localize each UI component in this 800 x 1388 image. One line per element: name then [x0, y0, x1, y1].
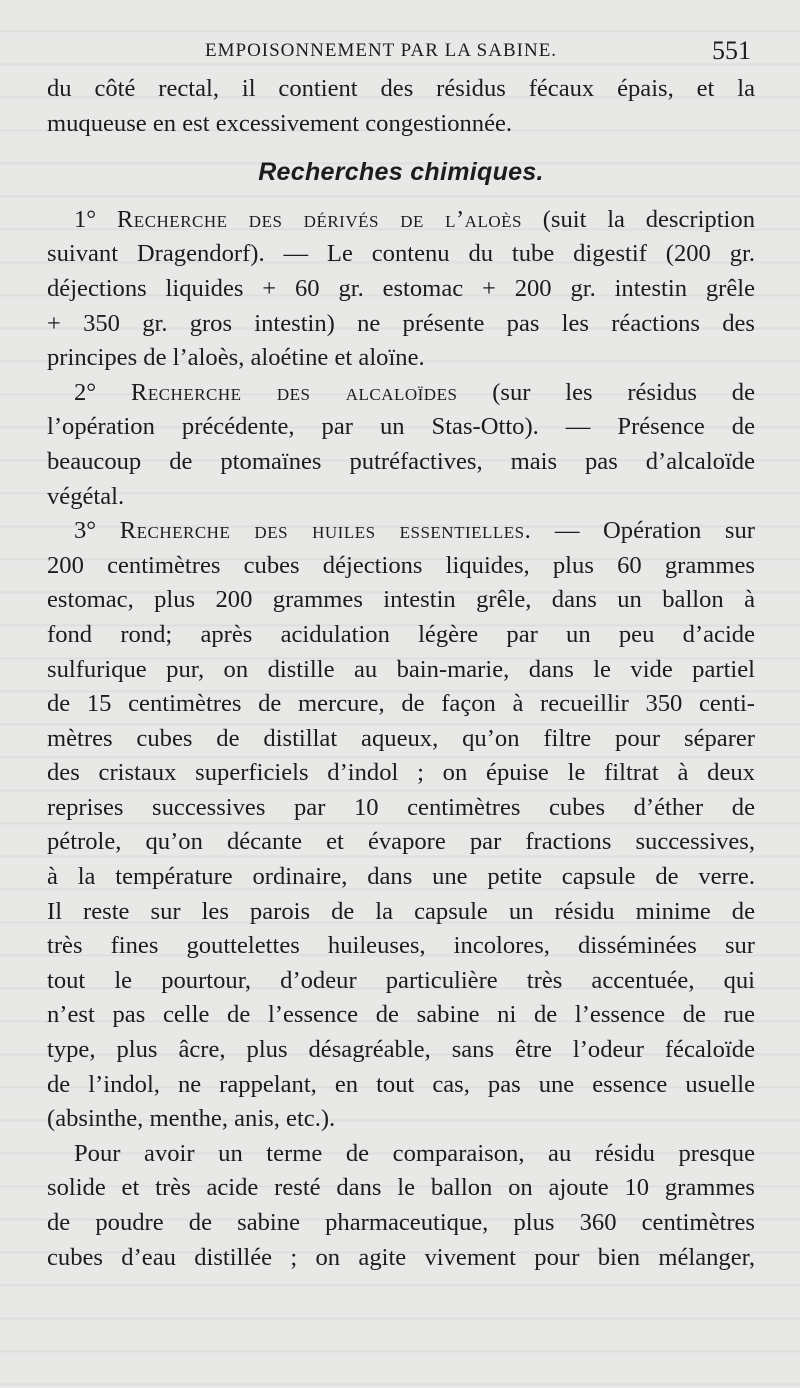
text-line: tout le pourtour, d’odeur particulière très accentuée, qui — [47, 966, 755, 994]
text-line: (absinthe, menthe, anis, etc.). — [47, 1105, 336, 1133]
section-3-first-line — [47, 514, 755, 549]
text-line: n’est pas celle de l’essence de sabine ni de l’essence de rue — [47, 1001, 755, 1029]
text-line: très fines gouttelettes huileuses, incolores, disséminées sur — [47, 932, 755, 960]
section-title: Recherche des dérivés de l’aloès — [116, 205, 522, 233]
text-line: l’opération précédente, par un Stas-Otto). — Présence de — [47, 413, 755, 441]
text-line: + 350 gr. gros intestin) ne présente pas les réactions des — [47, 309, 755, 337]
section-heading: Recherches chimiques. — [258, 158, 544, 187]
section-number: 1° — [74, 205, 97, 233]
text-line: reprises successives par 10 centimètres cubes d’éther de — [47, 793, 755, 821]
text-run: — Opération sur — [531, 517, 755, 545]
text-line: principes de l’aloès, aloétine et aloïne. — [47, 344, 425, 372]
text-line: de 15 centimètres de mercure, de façon à recueillir 350 centi- — [47, 690, 755, 718]
text-line: déjections liquides + 60 gr. estomac + 200 gr. intestin grêle — [47, 274, 755, 302]
text-run: (sur les résidus de — [457, 378, 755, 406]
text-line: type, plus âcre, plus désagréable, sans être l’odeur fécaloïde — [47, 1036, 755, 1064]
section-1-first-line — [47, 203, 755, 238]
text-line: pétrole, qu’on décante et évapore par fractions successives, — [47, 828, 755, 856]
text-line: des cristaux superficiels d’indol ; on épuise le filtrat à deux — [47, 759, 755, 787]
running-head — [0, 38, 800, 68]
text-line: sulfurique pur, on distille au bain-marie, dans le vide partiel — [47, 655, 755, 683]
text-line: végétal. — [47, 482, 125, 510]
text-line: fond rond; après acidulation légère par un peu d’acide — [47, 620, 755, 648]
paragraph-first-line: Pour avoir un terme de comparaison, au résidu presque — [74, 1139, 755, 1167]
text-line: solide et très acide resté dans le ballon on ajoute 10 grammes — [47, 1174, 755, 1202]
text-line: à la température ordinaire, dans une petite capsule de verre. — [47, 863, 755, 891]
running-title: EMPOISONNEMENT PAR LA SABINE. — [205, 40, 558, 61]
text-line: 200 centimètres cubes déjections liquides, plus 60 grammes — [47, 551, 755, 579]
section-number: 3° — [74, 517, 97, 545]
page-body — [47, 72, 755, 1275]
text-line: beaucoup de ptomaïnes putréfactives, mais pas d’alcaloïde — [47, 447, 755, 475]
text-run: (suit la description — [521, 205, 755, 233]
section-2-first-line — [47, 376, 755, 411]
section-title: Recherche des alcaloïdes — [130, 378, 458, 406]
text-line: Il reste sur les parois de la capsule un résidu minime de — [47, 897, 755, 925]
text-line: mètres cubes de distillat aqueux, qu’on filtre pour séparer — [47, 724, 755, 752]
text-line: estomac, plus 200 grammes intestin grêle, dans un ballon à — [47, 586, 755, 614]
text-line: muqueuse en est excessivement congestionnée. — [47, 109, 513, 137]
text-line: du côté rectal, il contient des résidus fécaux épais, et la — [47, 75, 755, 102]
text-line: cubes d’eau distillée ; on agite vivement pour bien mélanger, — [47, 1243, 755, 1271]
section-title: Recherche des huiles essentielles. — [119, 517, 532, 545]
text-line: suivant Dragendorf). — Le contenu du tube digestif (200 gr. — [47, 240, 755, 268]
text-line: de l’indol, ne rappelant, en tout cas, pas une essence usuelle — [47, 1070, 755, 1098]
text-line: de poudre de sabine pharmaceutique, plus 360 centimètres — [47, 1209, 755, 1236]
page-number: 551 — [712, 36, 751, 65]
section-number: 2° — [74, 378, 97, 406]
